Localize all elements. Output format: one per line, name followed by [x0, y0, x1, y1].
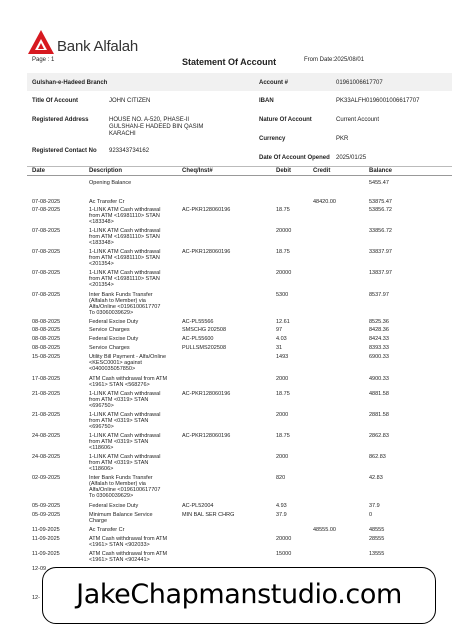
row-cheq: AC-PL55566 [182, 319, 214, 325]
row-description-line: Inter Bank Funds Transfer [89, 475, 153, 481]
row-date: 07-08-2025 [32, 199, 61, 205]
row-cheq: AC-PKR128060196 [182, 391, 231, 397]
row-description-line: 1-LINK ATM Cash withdrawal [89, 433, 161, 439]
row-description-line: <696750> [89, 424, 114, 430]
row-debit: 18.75 [276, 207, 290, 213]
row-debit: 2000 [276, 454, 289, 460]
row-balance: 6900.33 [369, 354, 389, 360]
row-debit: 1493 [276, 354, 289, 360]
title-label: Title Of Account [32, 98, 79, 104]
row-description-line: ATM Cash withdrawal from ATM [89, 551, 168, 557]
row-description-line: Federal Excise Duty [89, 336, 139, 342]
row-debit: 4.03 [276, 336, 287, 342]
watermark-banner [42, 567, 436, 624]
row-description-line: 1-LINK ATM Cash withdrawal [89, 228, 161, 234]
iban-label: IBAN [259, 98, 274, 104]
row-description-line: ATM Cash withdrawal from ATM [89, 536, 168, 542]
row-balance: 4881.58 [369, 391, 389, 397]
page-number: Page : 1 [32, 57, 55, 63]
row-debit: 20000 [276, 270, 292, 276]
row-date: 17-08-2025 [32, 376, 61, 382]
row-balance: 2862.83 [369, 433, 389, 439]
row-description-line: from ATM <16981110> STAN [89, 234, 160, 240]
row-description-line: 1-LINK ATM Cash withdrawal [89, 412, 161, 418]
row-date: 21-08-2025 [32, 391, 61, 397]
row-balance: 33856.72 [369, 228, 392, 234]
row-date: 07-08-2025 [32, 228, 61, 234]
row-description-line: Ac Transfer Cr [89, 199, 125, 205]
row-description-line: <0400035057850> [89, 366, 136, 372]
iban: PK33ALFH0196001006617707 [336, 98, 420, 104]
row-description-line: from ATM <16981110> STAN [89, 255, 160, 261]
row-description-line: Federal Excise Duty [89, 319, 139, 325]
row-description-line: Alfa/Online <0196100617707 [89, 487, 161, 493]
row-date: 07-08-2025 [32, 292, 61, 298]
row-cheq: PULLSMS202508 [182, 345, 227, 351]
row-description-line: <201354> [89, 282, 114, 288]
nature-label: Nature Of Account [259, 117, 312, 123]
row-date: 05-09-2025 [32, 503, 61, 509]
row-description-line: Charge [89, 518, 108, 524]
row-cheq: SMSCHG 202508 [182, 327, 227, 333]
row-date: 02-09-2025 [32, 475, 61, 481]
row-cheq: AC-PKR128060196 [182, 207, 231, 213]
account-number: 01961006617707 [336, 80, 383, 86]
branch-name: Gulshan-e-Hadeed Branch [32, 80, 108, 86]
row-description-line: Inter Bank Funds Transfer [89, 292, 153, 298]
row-description-line: 1-LINK ATM Cash withdrawal [89, 454, 161, 460]
row-description-line: <118606> [89, 445, 114, 451]
table-header-rule [27, 175, 452, 176]
row-balance: 48555 [369, 527, 385, 533]
watermark-text: JakeChapmanstudio.com [76, 579, 402, 610]
col-debit: Debit [276, 168, 291, 174]
row-balance: 8537.97 [369, 292, 389, 298]
row-balance: 33837.97 [369, 249, 392, 255]
account-nature: Current Account [336, 117, 380, 123]
col-description: Description [89, 168, 123, 174]
row-description-line: 1-LINK ATM Cash withdrawal [89, 270, 161, 276]
bank-logo-icon [28, 30, 54, 54]
from-date: From Date:2025/08/01 [304, 57, 365, 63]
row-cheq: AC-PKR128060196 [182, 249, 231, 255]
row-description-line: Utility Bill Payment - Alfa/Online [89, 354, 167, 360]
currency: PKR [336, 136, 349, 142]
table-top-rule [27, 166, 452, 167]
row-debit: 20000 [276, 536, 292, 542]
row-description-line: from ATM <0319> STAN [89, 397, 149, 403]
row-debit: 20000 [276, 228, 292, 234]
row-description-line: <1961> STAN <902441> [89, 557, 150, 563]
row-description-line: <1961> STAN <568276> [89, 382, 150, 388]
row-balance: 8424.33 [369, 336, 389, 342]
row-date: 11-09-2025 [32, 527, 60, 533]
row-description-line: (Alfalah to Member) via [89, 481, 146, 487]
row-balance: 37.9 [369, 503, 380, 509]
row-date: 21-08-2025 [32, 412, 61, 418]
row-date: 08-08-2025 [32, 345, 61, 351]
row-cheq: AC-PL55600 [182, 336, 214, 342]
row-balance: 8393.33 [369, 345, 389, 351]
row-description-line: Opening Balance [89, 180, 132, 186]
row-balance: 13837.97 [369, 270, 392, 276]
row-date: 07-08-2025 [32, 207, 61, 213]
contact-number: 923343734162 [109, 148, 150, 154]
row-date: 08-08-2025 [32, 336, 61, 342]
contact-label: Registered Contact No [32, 148, 97, 154]
address-line-2: GULSHAN-E HADEED BIN QASIM [109, 124, 204, 130]
row-description-line: <183348> [89, 219, 114, 225]
row-balance: 53875.47 [369, 199, 392, 205]
account-number-label: Account # [259, 80, 289, 86]
address-line-3: KARACHI [109, 131, 136, 137]
row-cheq: AC-PL52004 [182, 503, 214, 509]
row-debit: 820 [276, 475, 286, 481]
row-balance: 862.83 [369, 454, 386, 460]
row-description-line: To 03060039629> [89, 493, 134, 499]
col-credit: Credit [313, 168, 331, 174]
address-label: Registered Address [32, 117, 89, 123]
row-debit: 18.75 [276, 391, 290, 397]
row-balance: 0 [369, 512, 373, 518]
row-description-line: To 03060039629> [89, 310, 134, 316]
account-title: JOHN CITIZEN [109, 98, 151, 104]
row-description-line: Service Charges [89, 345, 130, 351]
row-description-line: 1-LINK ATM Cash withdrawal [89, 391, 161, 397]
row-credit: 48420.00 [313, 199, 336, 205]
row-description-line: Minimum Balance Service [89, 512, 153, 518]
partial-date: 12- [32, 595, 40, 601]
row-debit: 18.75 [276, 433, 290, 439]
currency-label: Currency [259, 136, 286, 142]
row-description-line: <1961> STAN <902033> [89, 542, 150, 548]
row-description-line: Service Charges [89, 327, 130, 333]
opened-date: 2025/01/25 [336, 155, 367, 161]
row-balance: 8525.36 [369, 319, 389, 325]
row-description-line: from ATM <0319> STAN [89, 418, 149, 424]
address-line-1: HOUSE NO. A-520, PHASE-II [109, 117, 190, 123]
row-balance: 53856.72 [369, 207, 392, 213]
row-balance: 2881.58 [369, 412, 389, 418]
row-description-line: (Alfalah to Member) via [89, 298, 146, 304]
row-description-line: Ac Transfer Cr [89, 527, 125, 533]
row-description-line: from ATM <16981110> STAN [89, 213, 160, 219]
row-description-line: <201354> [89, 261, 114, 267]
col-balance: Balance [369, 168, 393, 174]
col-date: Date [32, 168, 46, 174]
row-description-line: from ATM <0319> STAN [89, 439, 149, 445]
partial-date: 12-09 [32, 566, 47, 572]
row-date: 07-08-2025 [32, 270, 61, 276]
row-credit: 48555.00 [313, 527, 336, 533]
row-debit: 37.9 [276, 512, 287, 518]
col-cheq: Cheq/Inst# [182, 168, 213, 174]
row-debit: 5300 [276, 292, 289, 298]
row-balance: 8428.36 [369, 327, 389, 333]
bank-name: Bank Alfalah [57, 38, 138, 55]
row-debit: 18.75 [276, 249, 290, 255]
row-date: 05-09-2025 [32, 512, 61, 518]
row-debit: 12.61 [276, 319, 290, 325]
opened-label: Date Of Account Opened [259, 155, 330, 161]
statement-title: Statement Of Account [182, 57, 277, 67]
row-debit: 15000 [276, 551, 292, 557]
row-date: 08-08-2025 [32, 319, 61, 325]
row-description-line: 1-LINK ATM Cash withdrawal [89, 249, 161, 255]
row-description-line: Federal Excise Duty [89, 503, 139, 509]
row-description-line: Alfa/Online <0196100617707 [89, 304, 161, 310]
row-date: 08-08-2025 [32, 327, 61, 333]
row-date: 11-09-2025 [32, 536, 60, 542]
row-debit: 2000 [276, 376, 289, 382]
row-debit: 97 [276, 327, 283, 333]
row-date: 07-08-2025 [32, 249, 61, 255]
row-date: 11-09-2025 [32, 551, 60, 557]
row-debit: 2000 [276, 412, 289, 418]
row-description-line: ATM Cash withdrawal from ATM [89, 376, 168, 382]
row-balance: 42.83 [369, 475, 383, 481]
row-description-line: <696750> [89, 403, 114, 409]
row-description-line: from ATM <0319> STAN [89, 460, 149, 466]
row-balance: 4900.33 [369, 376, 389, 382]
row-description-line: 1-LINK ATM Cash withdrawal [89, 207, 161, 213]
row-debit: 4.93 [276, 503, 287, 509]
row-description-line: <KESC0001> against [89, 360, 142, 366]
row-balance: 13555 [369, 551, 385, 557]
row-date: 15-08-2025 [32, 354, 61, 360]
row-description-line: from ATM <16981110> STAN [89, 276, 160, 282]
row-balance: 5455.47 [369, 180, 389, 186]
row-date: 24-08-2025 [32, 433, 61, 439]
row-debit: 31 [276, 345, 283, 351]
row-balance: 28555 [369, 536, 385, 542]
row-cheq: MIN BAL SER CHRG [182, 512, 235, 518]
row-cheq: AC-PKR128060196 [182, 433, 231, 439]
row-date: 24-08-2025 [32, 454, 61, 460]
row-description-line: <183348> [89, 240, 114, 246]
row-description-line: <118606> [89, 466, 114, 472]
